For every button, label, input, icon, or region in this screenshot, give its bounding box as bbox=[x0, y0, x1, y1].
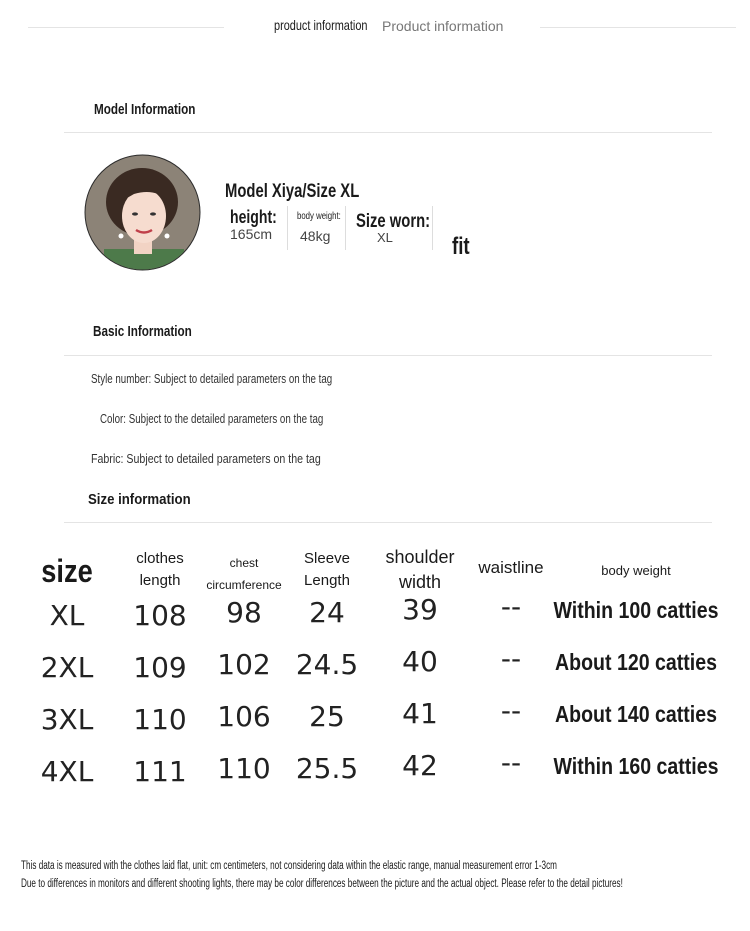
cell-body-weight: About 140 catties bbox=[555, 701, 717, 727]
page-title: product information bbox=[274, 17, 368, 33]
weight-value: 48kg bbox=[300, 228, 331, 244]
header-size: size bbox=[41, 553, 93, 589]
cell-chest-circumference: 110 bbox=[217, 752, 271, 785]
style-number: Style number: Subject to detailed parameters on the tag bbox=[91, 372, 333, 386]
basic-section-title: Basic Information bbox=[93, 323, 192, 340]
header-clothes-length: clothes length bbox=[136, 550, 184, 589]
height-value: 165cm bbox=[230, 226, 273, 242]
color-info: Color: Subject to the detailed parameters on the tag bbox=[100, 412, 324, 426]
divider bbox=[287, 206, 288, 250]
fabric-info: Fabric: Subject to detailed parameters on the tag bbox=[91, 452, 321, 466]
cell-clothes-length: 111 bbox=[133, 755, 187, 788]
cell-sleeve-length: 24.5 bbox=[295, 648, 359, 681]
cell-body-weight: Within 100 catties bbox=[553, 597, 719, 623]
page-subtitle: Product information bbox=[382, 18, 504, 34]
cell-shoulder-width: 40 bbox=[402, 645, 438, 678]
divider bbox=[345, 206, 346, 250]
size-label: 3XL bbox=[40, 703, 94, 736]
height-label: height: bbox=[230, 207, 277, 227]
cell-shoulder-width: 41 bbox=[402, 697, 438, 730]
size-worn-label: Size worn: bbox=[356, 211, 431, 232]
divider bbox=[432, 206, 433, 250]
fit-label: fit bbox=[452, 233, 470, 260]
model-avatar bbox=[84, 154, 201, 271]
divider bbox=[64, 355, 712, 356]
cell-shoulder-width: 39 bbox=[402, 593, 438, 626]
divider bbox=[28, 27, 224, 28]
cell-shoulder-width: 42 bbox=[402, 749, 438, 782]
header-waistline: waistline bbox=[478, 558, 544, 577]
cell-waistline: -- bbox=[500, 694, 522, 727]
size-section-title: Size information bbox=[88, 491, 191, 508]
header-chest-circumference: chest circumference bbox=[206, 556, 282, 592]
model-name: Model Xiya/Size XL bbox=[225, 181, 360, 202]
cell-body-weight: About 120 catties bbox=[555, 649, 717, 675]
header-shoulder-width: shoulder width bbox=[385, 547, 455, 592]
size-worn-value: XL bbox=[377, 230, 393, 245]
cell-sleeve-length: 24 bbox=[309, 596, 345, 629]
cell-clothes-length: 108 bbox=[133, 599, 187, 632]
cell-sleeve-length: 25.5 bbox=[295, 752, 359, 785]
cell-chest-circumference: 102 bbox=[217, 648, 271, 681]
divider bbox=[540, 27, 736, 28]
size-label: XL bbox=[49, 599, 85, 632]
weight-label: body weight: bbox=[297, 211, 341, 222]
header-body-weight: body weight bbox=[601, 563, 671, 578]
note-measurement: This data is measured with the clothes laid flat, unit: cm centimeters, not considering data within the elastic range, manual measurement error 1-3cm bbox=[21, 860, 557, 872]
header-sleeve-length: Sleeve Length bbox=[304, 550, 350, 589]
cell-clothes-length: 109 bbox=[133, 651, 187, 684]
cell-chest-circumference: 98 bbox=[226, 596, 262, 629]
cell-body-weight: Within 160 catties bbox=[553, 753, 719, 779]
divider bbox=[64, 132, 712, 133]
size-label: 2XL bbox=[40, 651, 94, 684]
size-label: 4XL bbox=[40, 755, 94, 788]
cell-waistline: -- bbox=[500, 746, 522, 779]
divider bbox=[64, 522, 712, 523]
cell-waistline: -- bbox=[500, 642, 522, 675]
cell-chest-circumference: 106 bbox=[217, 700, 271, 733]
note-color: Due to differences in monitors and different shooting lights, there may be color differences between the picture and the actual object. Please refer to the detail pictures! bbox=[21, 878, 623, 890]
cell-waistline: -- bbox=[500, 590, 522, 623]
cell-clothes-length: 110 bbox=[133, 703, 187, 736]
cell-sleeve-length: 25 bbox=[309, 700, 345, 733]
model-section-title: Model Information bbox=[94, 101, 196, 118]
